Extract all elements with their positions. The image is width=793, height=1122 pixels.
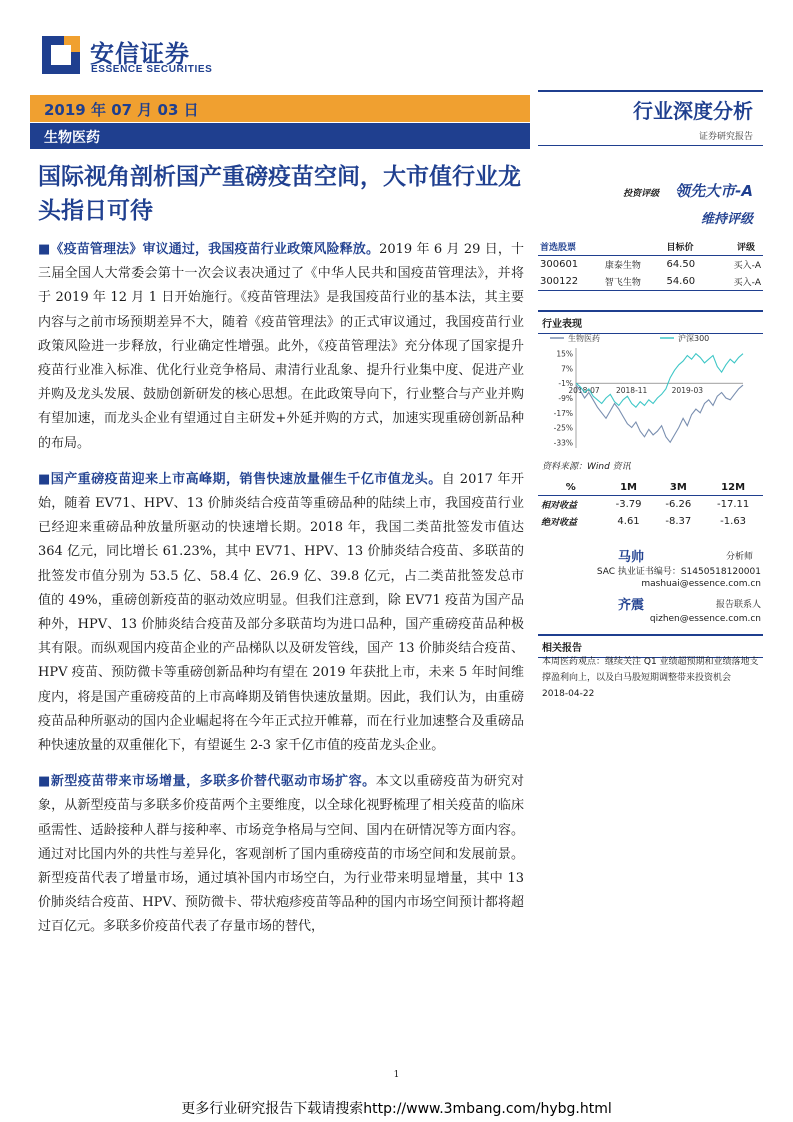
returns-header-1m: 1M <box>604 480 654 496</box>
rating-maintain: 维持评级 <box>700 212 753 227</box>
y-tick-label: -17% <box>553 408 573 418</box>
paragraph-2-text: 自 2017 年开始，随着 EV71、HPV、13 价肺炎结合疫苗等重磅品种的陆续上市，我国疫苗行业已经迎来重磅品种放量所驱动的快速增长期。2018 年，我国二类苗批签发市值达 364 亿元，同比增长 61.23%，其中 EV71、HPV、13 价肺炎结合疫苗、多联苗的批签发市值分别为 53.5 亿、58.4 亿、26.9 亿、39.8 亿元，占二类苗批签发总市值的 49%，重磅创新疫苗的驱动效应明显。但我们注意到，除 EV71 疫苗为国产品种外，HPV、13 价肺炎结合疫苗及部分多联苗均为进口品种，国产重磅疫苗品种极其有限。而纵观国内疫苗企业的产品梯队以及研发管线，国产 13 价肺炎结合疫苗、HPV 疫苗、预防微卡等重磅创新品种均有望在 2019 年获批上市，未来 5 年时间维度内，将是国产重磅疫苗的上市高峰期及销售快速放量期。因此，我们认为，由重磅疫苗品种所驱动的国内企业崛起将在今年正式拉开帷幕，而在行业加速整合及重磅品种快速放量的双重催化下，有望诞生 2-3 家千亿市值的疫苗龙头企业。 <box>38 471 524 754</box>
report-date: 2019 年 07 月 03 日 <box>30 95 530 122</box>
header-rule <box>538 90 763 92</box>
performance-chart <box>538 328 763 456</box>
body-paragraph-2 <box>38 468 524 758</box>
analyst-1 <box>538 546 763 589</box>
paragraph-3-lead: ■新型疫苗带来市场增量，多联多价替代驱动市场扩容。 <box>38 774 376 790</box>
rating-value: 领先大市-A <box>675 182 753 200</box>
header-rule-2 <box>538 145 763 146</box>
paragraph-1-text: 2019 年 6 月 29 日，十三届全国人大常委会第十一次会议表决通过了《中华人民共和国疫苗管理法》，并将于 2019 年 12 月 1 日开始施行。《疫苗管理法》是我国疫苗行业的基本法，其主要内容与之前市场预期差异不大，随着《疫苗管理法》的正式审议通过，我国疫苗行业政策风险进一步释放，行业确定性增强。此外，《疫苗管理法》充分体现了国家提升疫苗行业准入标准、优化行业竞争格局、肃清行业乱象、提升行业集中度、促进产业并购及龙头发展、鼓励创新研发的核心思想。在此政策导向下，行业整合与产业并购有望加速，而龙头企业有望通过自主研发+外延并购的方式，加速实现重磅创新品种的布局。 <box>38 242 524 451</box>
table-row <box>538 496 763 514</box>
returns-3m: -6.26 <box>665 499 692 510</box>
table-row <box>538 256 763 274</box>
stocks-header-rating: 评级 <box>715 238 763 256</box>
footer-download-link[interactable]: 更多行业研究报告下载请搜索http://www.3mbang.com/hybg.html <box>181 1101 612 1117</box>
table-row <box>538 513 763 530</box>
x-tick-label: 2018-07 <box>568 386 600 396</box>
stock-name: 康泰生物 <box>604 261 641 271</box>
returns-header-pct: % <box>538 480 604 496</box>
paragraph-1-lead: ■《疫苗管理法》审议通过，我国疫苗行业政策风险释放。 <box>38 242 380 257</box>
stock-target: 54.60 <box>666 276 696 287</box>
preferred-stocks <box>538 238 763 291</box>
returns-1m: 4.61 <box>617 516 640 527</box>
returns-header-12m: 12M <box>703 480 763 496</box>
chart-source: 资料来源：Wind 资讯 <box>542 462 631 472</box>
report-type: 行业深度分析 <box>633 99 753 123</box>
analyst-1-name-row <box>538 546 763 565</box>
report-title: 国际视角剖析国产重磅疫苗空间，大市值行业龙头指日可待 <box>38 164 521 224</box>
returns-3m: -8.37 <box>665 516 692 527</box>
analyst-2 <box>538 594 763 624</box>
series-line <box>576 354 743 408</box>
performance-header: 行业表现 <box>538 310 763 334</box>
report-subtype: 证券研究报告 <box>698 132 753 142</box>
analyst-name: 马帅 <box>618 550 645 565</box>
brand-name-cn: 安信证券 <box>90 40 190 68</box>
returns-12m: -1.63 <box>720 516 747 527</box>
legend-label: 生物医药 <box>568 334 600 343</box>
y-tick-label: -9% <box>558 394 573 403</box>
paragraph-3-text: 本文以重磅疫苗为研究对象，从新型疫苗与多联多价疫苗两个主要维度，以全球化视野梳理了相关疫苗的临床亟需性、适龄接种人群与接种率、市场竞争格局与空间、国内在研情况等方面内容。通过对比国内外的共性与差异化，客观剖析了国内重磅疫苗的市场空间和发展前景。新型疫苗代表了增量市场，通过填补国内市场空白，为行业带来明显增量，其中 13 价肺炎结合疫苗、HPV、预防微卡、带状疱疹疫苗等品种的国内市场空间预计都将超过百亿元。多联多价疫苗代表了存量市场的替代， <box>38 774 524 935</box>
analyst-role: 分析师 <box>725 552 753 562</box>
stock-code: 300122 <box>540 276 579 287</box>
y-tick-label: -25% <box>553 423 573 433</box>
analyst-name: 齐震 <box>618 598 645 613</box>
stock-code: 300601 <box>540 259 579 270</box>
page-number: 1 <box>393 1070 400 1080</box>
y-tick-label: -33% <box>553 438 573 448</box>
preferred-stocks-table <box>538 238 763 291</box>
analyst-cert: SAC 执业证书编号：S1450518120001 <box>596 567 761 577</box>
y-tick-label: 15% <box>556 349 573 359</box>
stocks-header-target: 目标价 <box>664 238 714 256</box>
returns-label: 相对收益 <box>541 501 578 511</box>
stock-target: 64.50 <box>666 259 696 270</box>
x-tick-label: 2019-03 <box>671 386 704 396</box>
rating-row <box>538 180 763 201</box>
returns-table <box>538 480 763 530</box>
brand-logo <box>40 32 240 80</box>
table-row <box>538 273 763 291</box>
analyst-2-name-row <box>538 594 763 613</box>
brand-logo-icon <box>42 36 80 74</box>
related-header: 相关报告 <box>538 634 763 658</box>
returns-12m: -17.11 <box>716 499 750 510</box>
returns-label: 绝对收益 <box>541 518 578 528</box>
stock-name: 智飞生物 <box>604 278 641 288</box>
related-report-link[interactable]: 本周医药观点：继续关注 Q1 业绩超预期和业绩落地支撑盈利向上，以及白马股短期调整带来投资机会 2018-04-22 <box>542 657 759 699</box>
analyst-email: qizhen@essence.com.cn <box>649 614 761 624</box>
report-body <box>38 238 524 952</box>
returns-1m: -3.79 <box>615 499 642 510</box>
y-tick-label: -1% <box>558 379 573 389</box>
y-tick-label: 7% <box>561 364 573 374</box>
returns-header-3m: 3M <box>653 480 703 496</box>
stocks-header-stock: 首选股票 <box>538 238 603 256</box>
x-tick-label: 2018-11 <box>615 386 648 396</box>
stock-rating: 买入-A <box>733 278 761 288</box>
performance-table <box>538 480 763 530</box>
series-line <box>576 385 743 442</box>
body-paragraph-1 <box>38 238 524 456</box>
rating-label: 投资评级 <box>623 189 660 199</box>
paragraph-2-lead: ■国产重磅疫苗迎来上市高峰期，销售快速放量催生千亿市值龙头。 <box>38 471 442 487</box>
body-paragraph-3 <box>38 770 524 939</box>
stock-rating: 买入-A <box>733 261 761 271</box>
analyst-email: mashuai@essence.com.cn <box>641 579 761 589</box>
analyst-role: 报告联系人 <box>715 600 761 610</box>
sector-label: 生物医药 <box>30 123 530 149</box>
brand-name-en: ESSENCE SECURITIES <box>91 64 213 75</box>
legend-label: 沪深300 <box>678 334 710 343</box>
stocks-header-name <box>603 238 665 256</box>
